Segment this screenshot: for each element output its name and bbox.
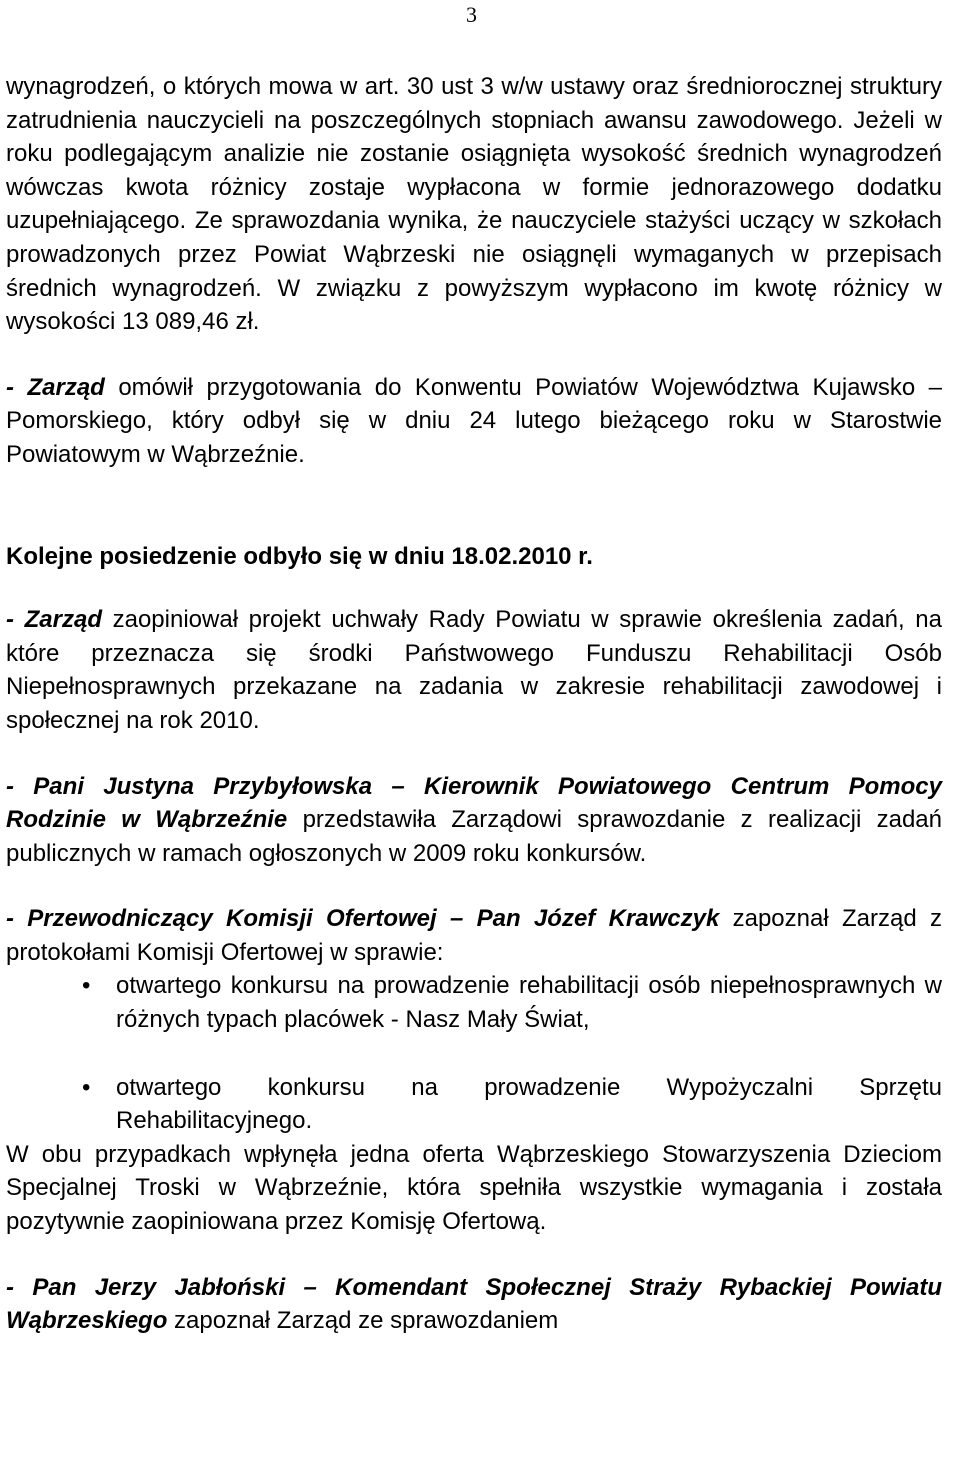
paragraph-text: zapoznał Zarząd z protokołami Komisji Ofertowej w sprawie: [6, 905, 942, 966]
paragraph-text: zapoznał Zarząd ze sprawozdaniem [167, 1307, 559, 1335]
document-body [6, 70, 942, 1338]
paragraph-salary-report: wynagrodzeń, o których mowa w art. 30 ust 3 w/w ustawy oraz średniorocznej struktury zatrudnienia nauczycieli na poszczególnych stopniach awansu zawodowego. Jeżeli w roku podlegającym analizie nie zostanie osiągnięta wysokość średnich wynagrodzeń wówczas kwota różnicy zostaje wypłacona w formie jednorazowego dodatku uzupełniającego. Ze sprawozdania wynika, że nauczyciele stażyści uczący w szkołach prowadzonych przez Powiat Wąbrzeski nie osiągnęli wymaganych w przepisach średnich wynagrodzeń. W związku z powyższym wypłacono im kwotę różnicy w wysokości 13 089,46 zł. [6, 73, 942, 336]
page-number: 3 [466, 2, 477, 27]
bullet-item [6, 969, 942, 1036]
paragraph-commission-protocols [6, 902, 942, 969]
paragraph-family-center-report [6, 770, 942, 871]
paragraph-text: przedstawiła Zarządowi sprawozdanie z realizacji zadań publicznych w ramach ogłoszonych w 2009 roku konkursów. [6, 806, 942, 867]
paragraph-lead: - Zarząd [6, 373, 105, 401]
session-heading: Kolejne posiedzenie odbyło się w dniu 18.02.2010 r. [6, 542, 593, 570]
paragraph-lead: - Pan Jerzy Jabłoński – Komendant Społecznej Straży Rybackiej Powiatu Wąbrzeskiego [6, 1273, 942, 1335]
bullet-text: otwartego konkursu na prowadzenie rehabilitacji osób niepełnosprawnych w różnych typach placówek - Nasz Mały Świat, [116, 972, 942, 1034]
paragraph-lead: - Pani Justyna Przybyłowska – Kierownik Powiatowego Centrum Pomocy Rodzinie w Wąbrzeźnie [6, 772, 942, 834]
bullet-icon: • [82, 1073, 91, 1101]
paragraph-lead: - Przewodniczący Komisji Ofertowej – Pan Józef Krawczyk [6, 905, 720, 933]
paragraph-resolution-opinion [6, 603, 942, 737]
paragraph-text: omówił przygotowania do Konwentu Powiatów Województwa Kujawsko – Pomorskiego, który odbył się w dniu 24 lutego bieżącego roku w Starostwie Powiatowym w Wąbrzeźnie. [6, 373, 943, 468]
paragraph-lead: - Zarząd [6, 606, 102, 634]
paragraph-text: zaopiniował projekt uchwały Rady Powiatu w sprawie określenia zadań, na które przeznacza się środki Państwowego Funduszu Rehabilitacji Osób Niepełnosprawnych przekazane na zadania w zakresie rehabilitacji zawodowej i społecznej na rok 2010. [6, 606, 942, 734]
bullet-list [6, 969, 942, 1137]
bullet-item [6, 1071, 942, 1138]
bullet-icon: • [82, 972, 91, 1000]
paragraph-offer-result: W obu przypadkach wpłynęła jedna oferta Wąbrzeskiego Stowarzyszenia Dzieciom Specjalnej Troski w Wąbrzeźnie, która spełniła wszystkie wymagania i została pozytywnie zaopiniowana przez Komisję Ofertową. [6, 1140, 942, 1236]
bullet-text: otwartego konkursu na prowadzenie Wypożyczalni Sprzętu Rehabilitacyjnego. [116, 1073, 942, 1135]
paragraph-fishing-guard-report [6, 1271, 942, 1338]
paragraph-convention [6, 371, 942, 472]
